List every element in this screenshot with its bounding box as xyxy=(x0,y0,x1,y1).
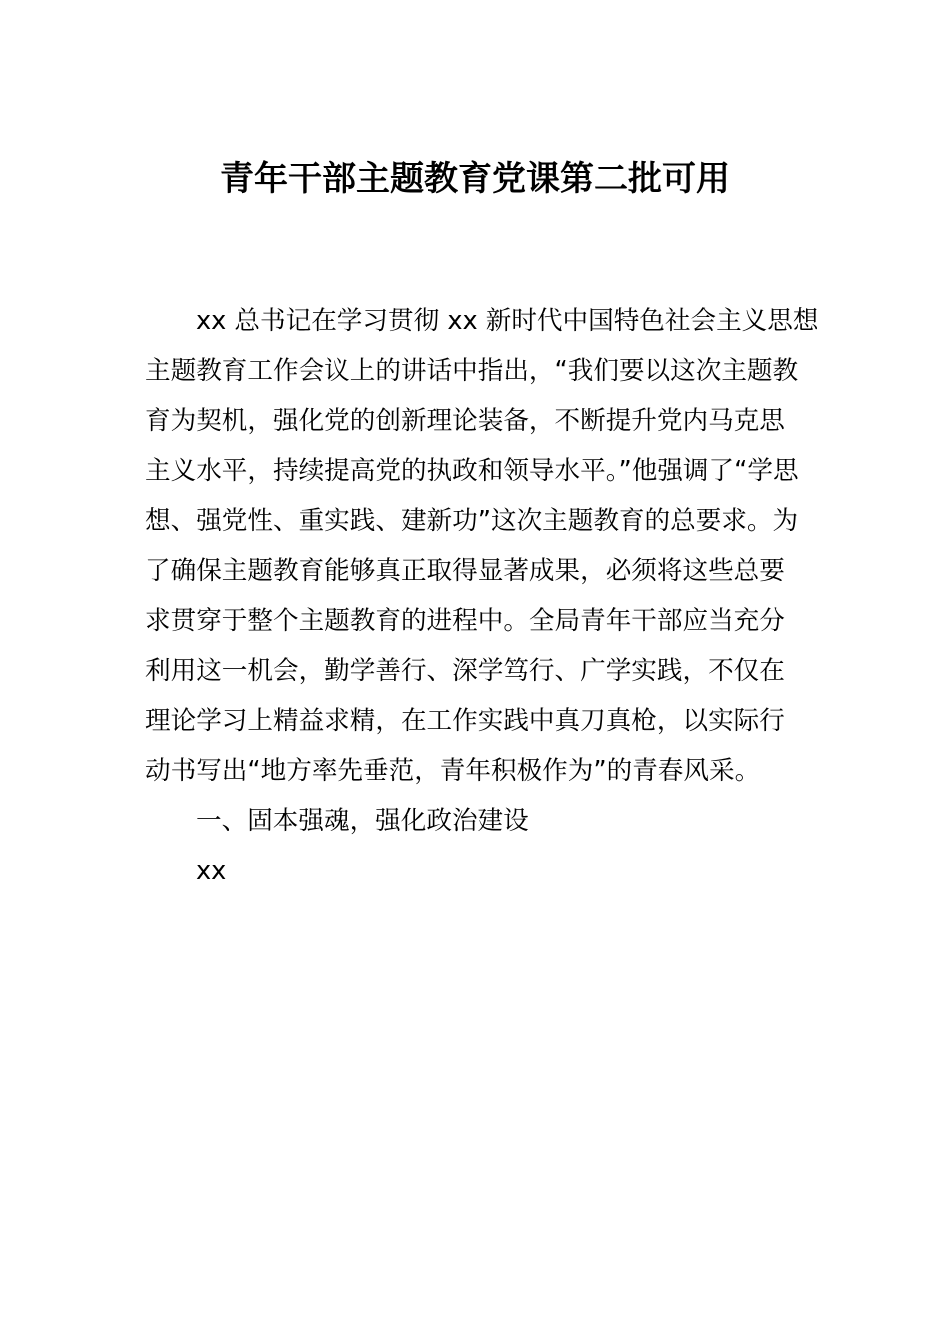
paragraph-line: 主题教育工作会议上的讲话中指出，“我们要以这次主题教 xyxy=(145,356,799,386)
document-title: 青年干部主题教育党课第二批可用 xyxy=(220,159,730,199)
paragraph-line: 了确保主题教育能够真正取得显著成果，必须将这些总要 xyxy=(145,556,785,586)
paragraph-line: 理论学习上精益求精，在工作实践中真刀真枪，以实际行 xyxy=(145,706,785,736)
paragraph-line: 主义水平，持续提高党的执政和领导水平。”他强调了“学思 xyxy=(145,456,799,486)
body-paragraph xyxy=(145,296,819,896)
paragraph-line: 求贯穿于整个主题教育的进程中。全局青年干部应当充分 xyxy=(145,606,785,636)
paragraph-line: 育为契机，强化党的创新理论装备，不断提升党内马克思 xyxy=(145,406,785,436)
section-heading: 一、固本强魂，强化政治建设 xyxy=(196,806,529,836)
trailing-text: xx xyxy=(196,856,227,886)
paragraph-line: 动书写出“地方率先垂范，青年积极作为”的青春风采。 xyxy=(145,756,761,786)
paragraph-line: xx 总书记在学习贯彻 xx 新时代中国特色社会主义思想 xyxy=(196,306,819,336)
paragraph-line: 想、强党性、重实践、建新功”这次主题教育的总要求。为 xyxy=(145,506,799,536)
paragraph-line: 利用这一机会，勤学善行、深学笃行、广学实践，不仅在 xyxy=(145,656,785,686)
